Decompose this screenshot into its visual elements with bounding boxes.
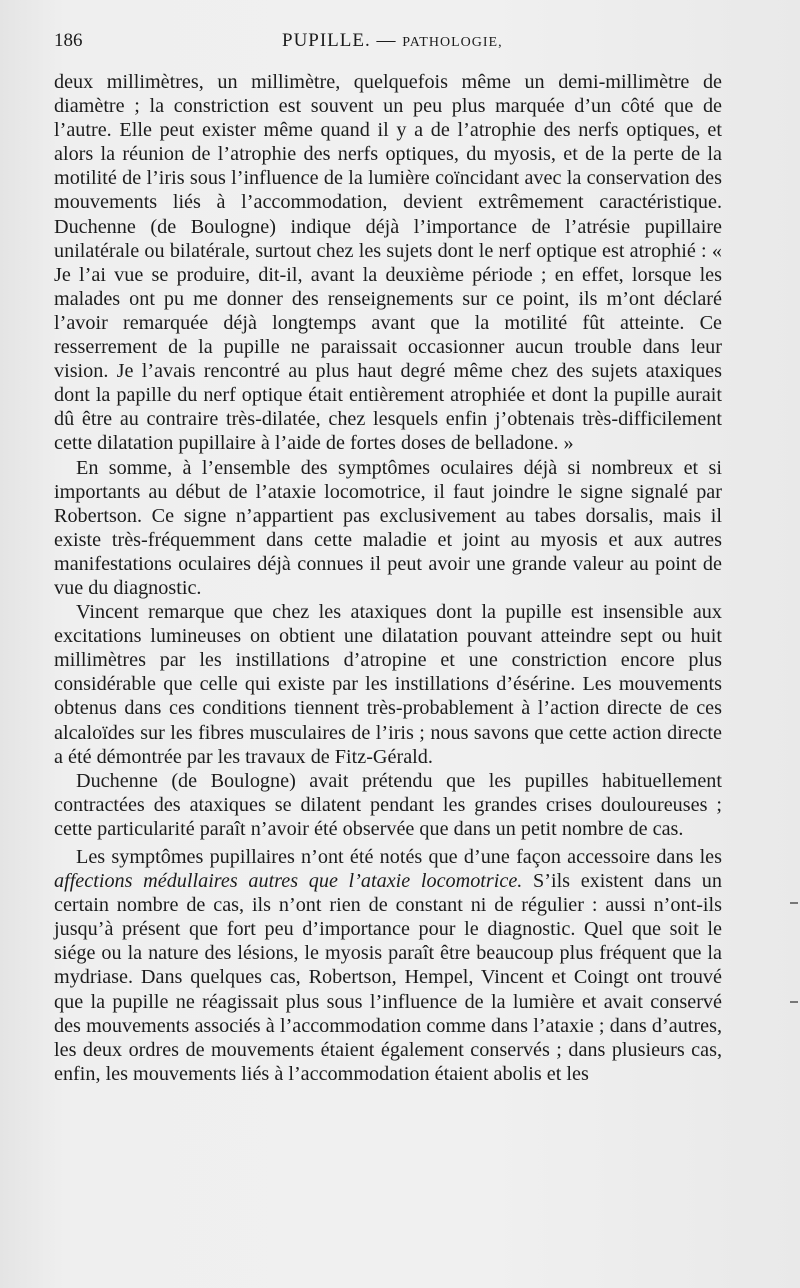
italic-term: affections médullaires autres que l’ataxie locomotrice. [54, 870, 523, 893]
paragraph-medullary-affections [54, 845, 722, 1086]
paragraph-robertson-sign: En somme, à l’ensemble des symptômes oculaires déjà si nombreux et si importants au début de l’ataxie locomotrice, il faut joindre le signe signalé par Robertson. Ce signe n’appartient pas exclusivement au tabes dorsalis, mais il existe très-fréquemment dans cette maladie et joint au myosis et aux autres manifestations oculaires déjà connues il peut avoir une grande valeur au point de vue du diagnostic. [54, 456, 722, 599]
page-number: 186 [54, 30, 83, 51]
paragraph-vincent: Vincent remarque que chez les ataxiques dont la pupille est insensible aux excitations lumineuses on obtient une dilatation pouvant atteindre sept ou huit millimètres par les instillations d’atropine et une constriction encore plus considérable que celle qui existe par les instillations d’ésérine. Les mouvements obtenus dans ces conditions tiennent très-probablement à l’action directe de ces alcaloïdes sur les fibres musculaires de l’iris ; nous savons que cette action directe a été démontrée par les travaux de Fitz-Gérald. [54, 601, 722, 768]
paragraph-duchenne: Duchenne (de Boulogne) avait prétendu que les pupilles habituellement contractées des ataxiques se dilatent pendant les grandes crises douloureuses ; cette particularité paraît n’avoir été observée que dans un petit nombre de cas. [54, 769, 722, 840]
running-head [282, 30, 503, 52]
body-text [54, 70, 722, 1086]
paragraph-rest-text: S’ils existent dans un certain nombre de cas, ils n’ont rien de constant ni de régulier : aussi n’ont-ils jusqu’à présent que fort peu d’importance pour le diagnostic. Quel que soit le siége ou la nature des lésions, le myosis paraît être beaucoup plus fréquent que la mydriase. Dans quelques cas, Robertson, Hempel, Vincent et Coingt ont trouvé que la pupille ne réagissait plus sous l’influence de la lumière et avait conservé des mouvements associés à l’accommodation comme dans l’ataxie ; dans d’autres, les deux ordres de mouvements étaient également conservés ; dans plusieurs cas, enfin, les mouvements liés à l’accommodation étaient abolis et les [54, 870, 722, 1085]
margin-mark [790, 1001, 798, 1003]
running-separator: — [376, 30, 397, 51]
running-section: PATHOLOGIE, [402, 35, 503, 50]
margin-mark [790, 902, 798, 904]
page-header [54, 30, 722, 70]
running-title: PUPILLE. [282, 30, 371, 51]
paragraph-continuation: deux millimètres, un millimètre, quelquefois même un demi-millimètre de diamètre ; la constriction est souvent un peu plus marquée d’un côté que de l’autre. Elle peut exister même quand il y a de l’atrophie des nerfs optiques, et alors la réunion de l’atrophie des nerfs optiques, du myosis, et de la perte de la motilité de l’iris sous l’influence de la lumière coïncidant avec la conservation des mouvements liés à l’accommodation, devient extrêmement caractéristique. Duchenne (de Boulogne) indique déjà l’importance de l’atrésie pupillaire unilatérale ou bilatérale, surtout chez les sujets dont le nerf optique est atrophié : « Je l’ai vue se produire, dit-il, avant la deuxième période ; en effet, lorsque les malades ont pu me donner des renseignements sur ce point, ils m’ont déclaré l’avoir remarquée déjà longtemps avant que la motilité fût atteinte. Ce resserrement de la pupille ne paraissait occasionner aucun trouble dans leur vision. Je l’avais rencontré au plus haut degré même chez des sujets ataxiques dont la papille du nerf optique était entièrement atrophiée et dont la pupille aurait dû être au contraire très-dilatée, chez lesquels enfin j’obtenais très-difficilement cette dilatation pupillaire à l’aide de fortes doses de belladone. » [54, 71, 722, 455]
paragraph-lead-text: Les symptômes pupillaires n’ont été notés que d’une façon accessoire dans les [76, 846, 722, 868]
